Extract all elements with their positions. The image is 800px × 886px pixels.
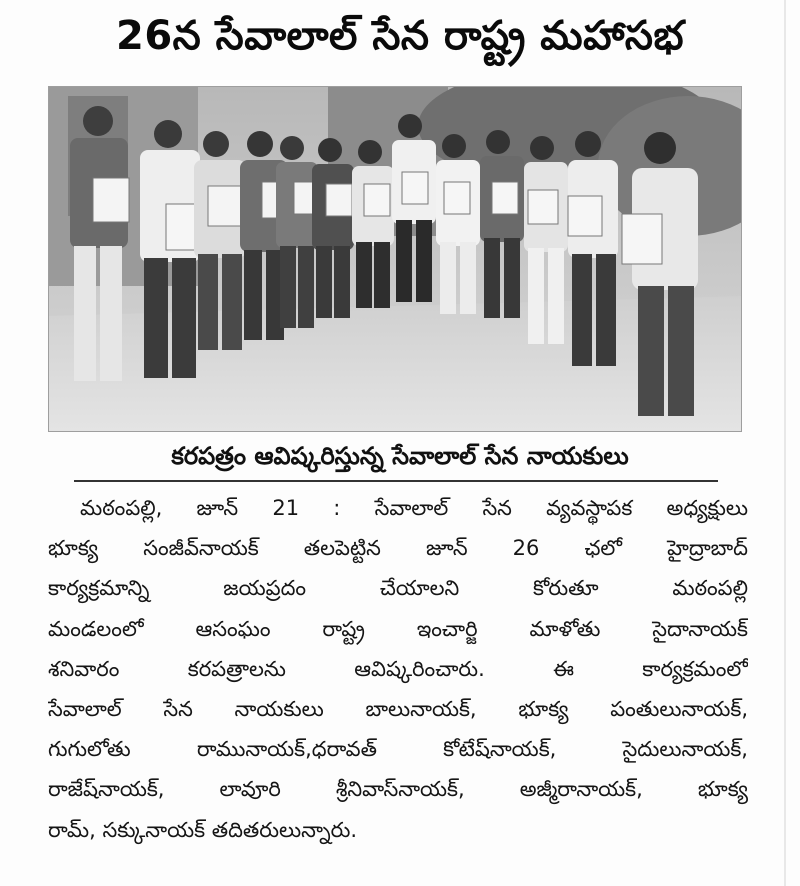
page-edge	[784, 0, 786, 886]
news-photo	[48, 86, 742, 432]
body-line: గుగులోతు రామునాయక్,ధరావత్ కోటేష్‌నాయక్, సైదులునాయక్,	[48, 737, 748, 762]
body-line: శనివారం కరపత్రాలను ఆవిష్కరించారు. ఈ కార్యక్రమంలో	[48, 656, 748, 681]
body-line: భూక్య సంజీవ్‌నాయక్ తలపెట్టిన జూన్ 26 ఛలో హైద్రాబాద్	[48, 536, 748, 561]
body-line: మండలంలో ఆసంఘం రాష్ట్ర ఇంచార్జి మాళోతు సైదానాయక్	[48, 616, 748, 641]
body-line: కార్యక్రమాన్ని జయప్రదం చేయాలని కోరుతూ మఠంపల్లి	[48, 576, 748, 601]
group-photo-illustration	[48, 86, 742, 432]
headline: 26న సేవాలాల్ సేన రాష్ట్ర మహాసభ	[115, 13, 685, 59]
body-line: రామ్, సక్కునాయక్ తదితరులున్నారు.	[48, 817, 358, 842]
body-line: సేవాలాల్ సేన నాయకులు బాలునాయక్, భూక్య పంతులునాయక్,	[48, 696, 748, 721]
caption-divider	[74, 480, 718, 482]
photo-caption: కరపత్రం ఆవిష్కరిస్తున్న సేవాలాల్ సేన నాయకులు	[171, 442, 629, 470]
body-line: మఠంపల్లి, జూన్ 21 : సేవాలాల్ సేన వ్యవస్థాపక అధ్యక్షులు	[80, 496, 748, 520]
body-line: రాజేష్‌నాయక్, లావూరి శ్రీనివాస్‌నాయక్, అజ్మీరానాయక్, భూక్య	[48, 777, 748, 802]
article-body	[48, 488, 748, 850]
